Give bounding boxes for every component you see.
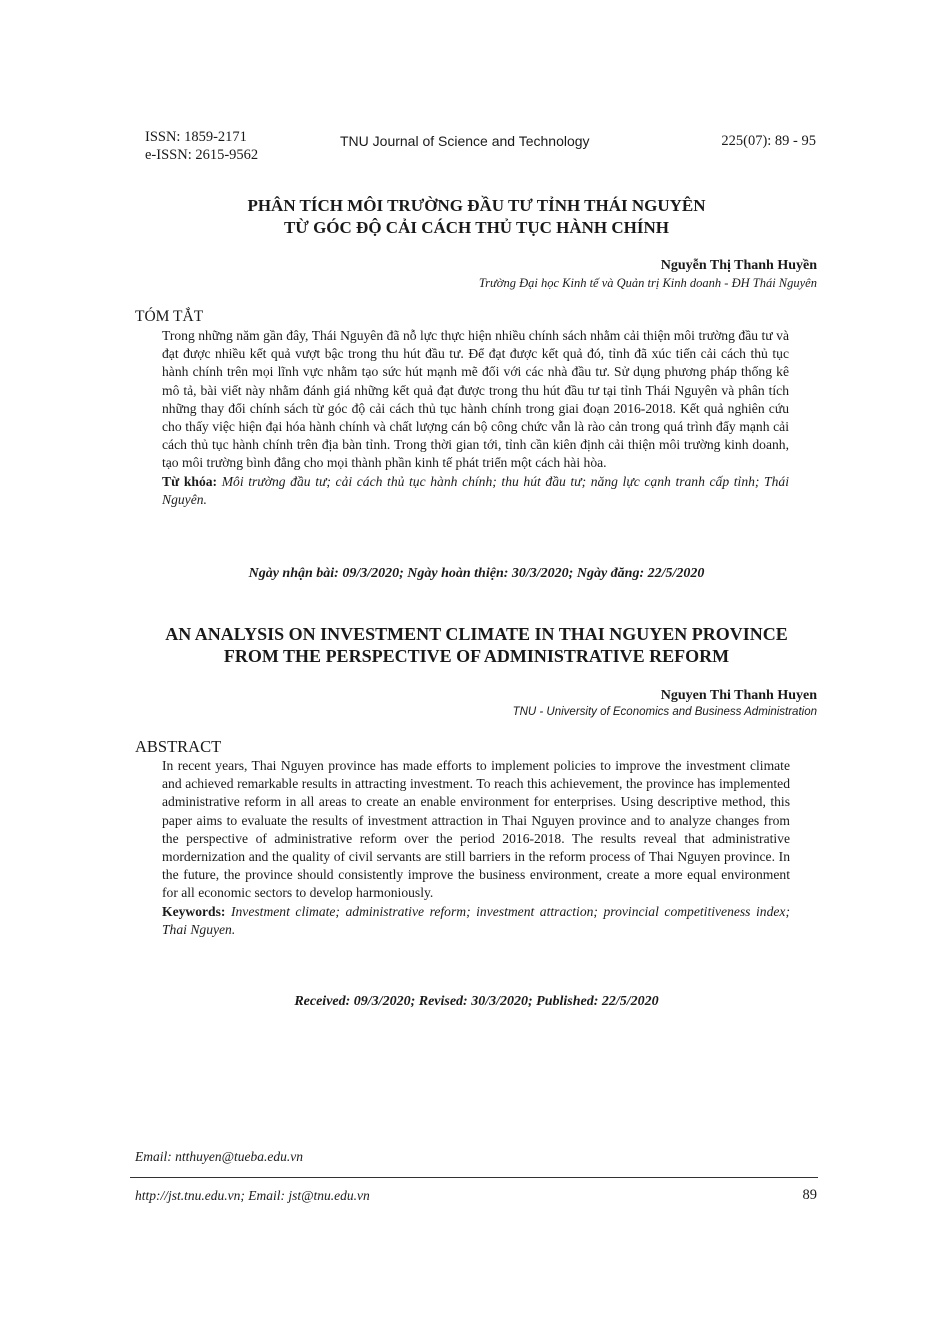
en-abstract-block <box>162 757 790 939</box>
author-email: Email: ntthuyen@tueba.edu.vn <box>135 1149 303 1164</box>
vn-title-line-1: PHÂN TÍCH MÔI TRƯỜNG ĐẦU TƯ TỈNH THÁI NGUYÊN <box>247 196 706 215</box>
vn-abstract-block <box>162 327 789 509</box>
vn-author: Nguyễn Thị Thanh Huyền <box>660 258 817 273</box>
header-volume-pages: 225(07): 89 - 95 <box>721 133 816 149</box>
page-number: 89 <box>802 1187 817 1203</box>
vn-keywords-label: Từ khóa: <box>162 473 218 489</box>
footer-rule <box>130 1177 818 1178</box>
en-abstract-heading: ABSTRACT <box>135 737 222 756</box>
en-author: Nguyen Thi Thanh Huyen <box>660 688 817 703</box>
en-title-line-2: FROM THE PERSPECTIVE OF ADMINISTRATIVE REFORM <box>223 646 730 666</box>
footer-links: http://jst.tnu.edu.vn; Email: jst@tnu.edu.vn <box>135 1188 370 1203</box>
en-affiliation: TNU - University of Economics and Business Administration <box>512 706 817 718</box>
header-journal-name: TNU Journal of Science and Technology <box>340 133 590 149</box>
vn-title-line-2: TỪ GÓC ĐỘ CẢI CÁCH THỦ TỤC HÀNH CHÍNH <box>283 218 670 237</box>
en-abstract-text: In recent years, Thai Nguyen province has made efforts to implement policies to improve the investment climate and achieved remarkable results in attracting investment. To reach this achievement, the province has implemented administrative reform in all areas to create an enable environment for enterprises. Using descriptive method, this paper aims to evaluate the results of investment attraction in Thai Nguyen province and to analyze changes from the perspective of administrative reform over the period 2016-2018. The results reveal that administrative mordernization and the quality of civil servants are still barriers in the reform process of Thai Nguyen province. In the future, the province should consistently improve the business environment, create a more equal environment for all economic sectors to develop harmoniously. <box>162 758 790 901</box>
en-keywords-label: Keywords: <box>162 903 226 919</box>
vn-abstract-heading: TÓM TẮT <box>135 308 204 325</box>
en-keywords: Investment climate; administrative reform; investment attraction; provincial competitiveness index; Thai Nguyen. <box>162 903 790 937</box>
header-eissn: e-ISSN: 2615-9562 <box>145 147 259 163</box>
vn-affiliation: Trường Đại học Kinh tế và Quản trị Kinh doanh - ĐH Thái Nguyên <box>478 276 817 290</box>
en-dates: Received: 09/3/2020; Revised: 30/3/2020; Published: 22/5/2020 <box>294 994 659 1009</box>
en-title-line-1: AN ANALYSIS ON INVESTMENT CLIMATE IN THAI NGUYEN PROVINCE <box>165 624 788 644</box>
header-issn: ISSN: 1859-2171 <box>145 129 247 145</box>
vn-dates: Ngày nhận bài: 09/3/2020; Ngày hoàn thiện: 30/3/2020; Ngày đăng: 22/5/2020 <box>248 566 705 581</box>
vn-abstract-text: Trong những năm gần đây, Thái Nguyên đã nỗ lực thực hiện nhiều chính sách nhằm cải thiện môi trường đầu tư và đạt được nhiều kết quả vượt bậc trong thu hút đầu tư. Để đạt được kết quả đó, tỉnh đã xúc tiến cải cách thủ tục hành chính trên mọi lĩnh vực nhằm tạo sức hút mạnh mẽ đối với các nhà đầu tư. Sử dụng phương pháp thống kê mô tả, bài viết này nhằm đánh giá những kết quả đạt được trong thu hút đầu tư tại tỉnh Thái Nguyên và phân tích những thay đổi chính sách từ góc độ cải cách thủ tục hành chính trong giai đoạn 2016-2018. Kết quả nghiên cứu cho thấy việc hiện đại hóa hành chính và chất lượng cán bộ công chức vẫn là rào cản trong quá trình đẩy mạnh cải cách thủ tục hành chính trên địa bàn tỉnh. Trong thời gian tới, tỉnh cần kiên định cải thiện môi trường kinh doanh, tạo môi trường bình đẳng cho mọi thành phần kinh tế phát triển một cách hài hòa. <box>162 328 789 471</box>
vn-keywords: Môi trường đầu tư; cải cách thủ tục hành chính; thu hút đầu tư; năng lực cạnh tranh cấp tỉnh; Thái Nguyên. <box>162 473 789 507</box>
